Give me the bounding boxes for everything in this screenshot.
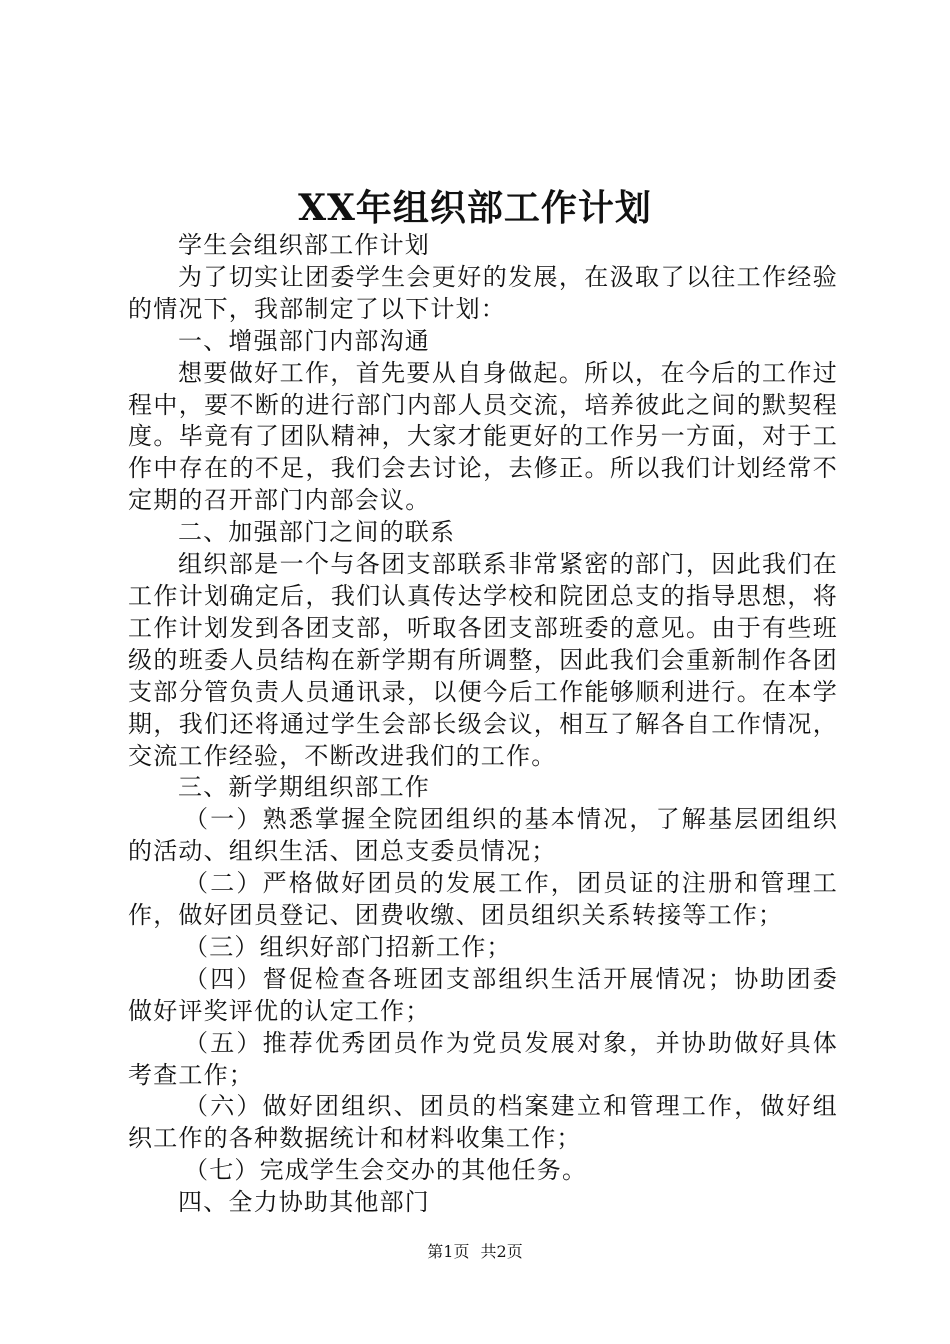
list-item-4: （四）督促检查各班团支部组织生活开展情况；协助团委做好评奖评优的认定工作； [128, 964, 838, 1025]
section-heading-1: 一、增强部门内部沟通 [178, 326, 430, 355]
document-body [128, 230, 838, 1219]
list-item-5: （五）推荐优秀团员作为党员发展对象，并协助做好具体考查工作； [128, 1028, 838, 1089]
paragraph-intro: 为了切实让团委学生会更好的发展，在汲取了以往工作经验的情况下，我部制定了以下计划： [128, 262, 838, 323]
list-item-7: （七）完成学生会交办的其他任务。 [184, 1156, 588, 1185]
section-heading-2: 二、加强部门之间的联系 [178, 518, 456, 547]
paragraph-section-1: 想要做好工作，首先要从自身做起。所以，在今后的工作过程中，要不断的进行部门内部人员交流，培养彼此之间的默契程度。毕竟有了团队精神，大家才能更好的工作另一方面，对于工作中存在的不足，我们会去讨论，去修正。所以我们计划经常不定期的召开部门内部会议。 [128, 358, 838, 515]
list-item-6: （六）做好团组织、团员的档案建立和管理工作，做好组织工作的各种数据统计和材料收集工作； [128, 1092, 838, 1153]
document-title: XX年组织部工作计划 [298, 187, 652, 229]
list-item-2: （二）严格做好团员的发展工作，团员证的注册和管理工作，做好团员登记、团费收缴、团员组织关系转接等工作； [128, 869, 838, 930]
paragraph-section-2: 组织部是一个与各团支部联系非常紧密的部门，因此我们在工作计划确定后，我们认真传达学校和院团总支的指导思想，将工作计划发到各团支部，听取各团支部班委的意见。由于有些班级的班委人员结构在新学期有所调整，因此我们会重新制作各团支部分管负责人员通讯录，以便今后工作能够顺利进行。在本学期，我们还将通过学生会部长级会议，相互了解各自工作情况，交流工作经验，不断改进我们的工作。 [128, 550, 838, 770]
list-item-1: （一）熟悉掌握全院团组织的基本情况，了解基层团组织的活动、组织生活、团总支委员情况； [128, 805, 838, 866]
section-heading-3: 三、新学期组织部工作 [178, 773, 430, 802]
list-item-3: （三）组织好部门招新工作； [184, 932, 512, 961]
page-footer [0, 1241, 950, 1263]
page-number-total: 共2页 [480, 1242, 523, 1261]
paragraph-subtitle: 学生会组织部工作计划 [178, 231, 430, 259]
section-heading-4: 四、全力协助其他部门 [178, 1188, 430, 1217]
page-number-current: 第1页 [427, 1242, 470, 1261]
